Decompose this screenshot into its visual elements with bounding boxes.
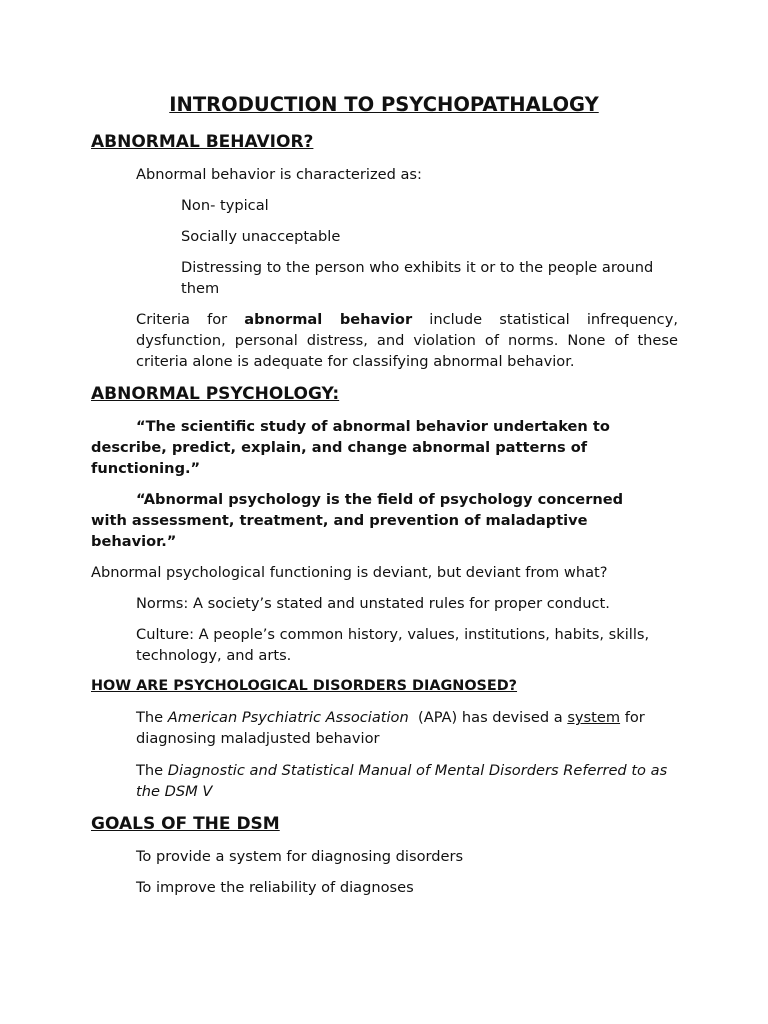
list-item-text: Non- typical (181, 197, 269, 214)
list-item-text: Distressing to the person who exhibits it or to the people around them (181, 259, 654, 297)
definition-quote-2: “Abnormal psychology is the field of psychology concerned with assessment, treatment, and prevention of maladaptive behavior.” (91, 491, 624, 550)
list-item-text: Socially unacceptable (181, 228, 341, 245)
section-heading-abnormal-psychology: ABNORMAL PSYCHOLOGY: (91, 384, 340, 404)
section-heading-goals-dsm: GOALS OF THE DSM (91, 814, 280, 834)
section-heading-abnormal-behavior: ABNORMAL BEHAVIOR? (91, 132, 314, 152)
criteria-text-post: include statistical infrequency, dysfunction, personal distress, and violation of norms. None of these criteria alone is adequate for classifying abnormal behavior. (136, 311, 678, 370)
text-fragment: (APA) has devised a (408, 709, 568, 726)
definition-quote-1: “The scientific study of abnormal behavior undertaken to describe, predict, explain, and change abnormal patterns of functioning.” (91, 418, 610, 477)
criteria-bold-term: abnormal behavior (244, 311, 413, 328)
list-item-text: Culture: A people’s common history, values, institutions, habits, skills, technology, and arts. (136, 626, 650, 664)
text-fragment: The (136, 762, 168, 779)
section-heading-diagnosis: HOW ARE PSYCHOLOGICAL DISORDERS DIAGNOSED? (91, 678, 518, 694)
list-item-text: To provide a system for diagnosing disorders (136, 848, 464, 865)
criteria-text-pre: Criteria for (136, 311, 245, 328)
criteria-paragraph (136, 309, 678, 372)
text-fragment: for diagnosing maladjusted behavior (136, 709, 645, 747)
apa-name-italic: American Psychiatric Association (167, 709, 409, 726)
list-item-text: Norms: A society’s stated and unstated rules for proper conduct. (136, 595, 610, 612)
list-item-text (136, 760, 676, 802)
page-title: INTRODUCTION TO PSYCHOPATHALOGY (169, 93, 599, 116)
section1-intro: Abnormal behavior is characterized as: (136, 166, 422, 183)
deviance-question: Abnormal psychological functioning is deviant, but deviant from what? (91, 564, 608, 581)
text-fragment: The (136, 709, 168, 726)
list-item-text: To improve the reliability of diagnoses (136, 879, 414, 896)
system-underlined: system (567, 709, 621, 726)
dsm-title-italic: Diagnostic and Statistical Manual of Mental Disorders Referred to as the DSM V (136, 762, 668, 800)
list-item-text (136, 707, 676, 749)
